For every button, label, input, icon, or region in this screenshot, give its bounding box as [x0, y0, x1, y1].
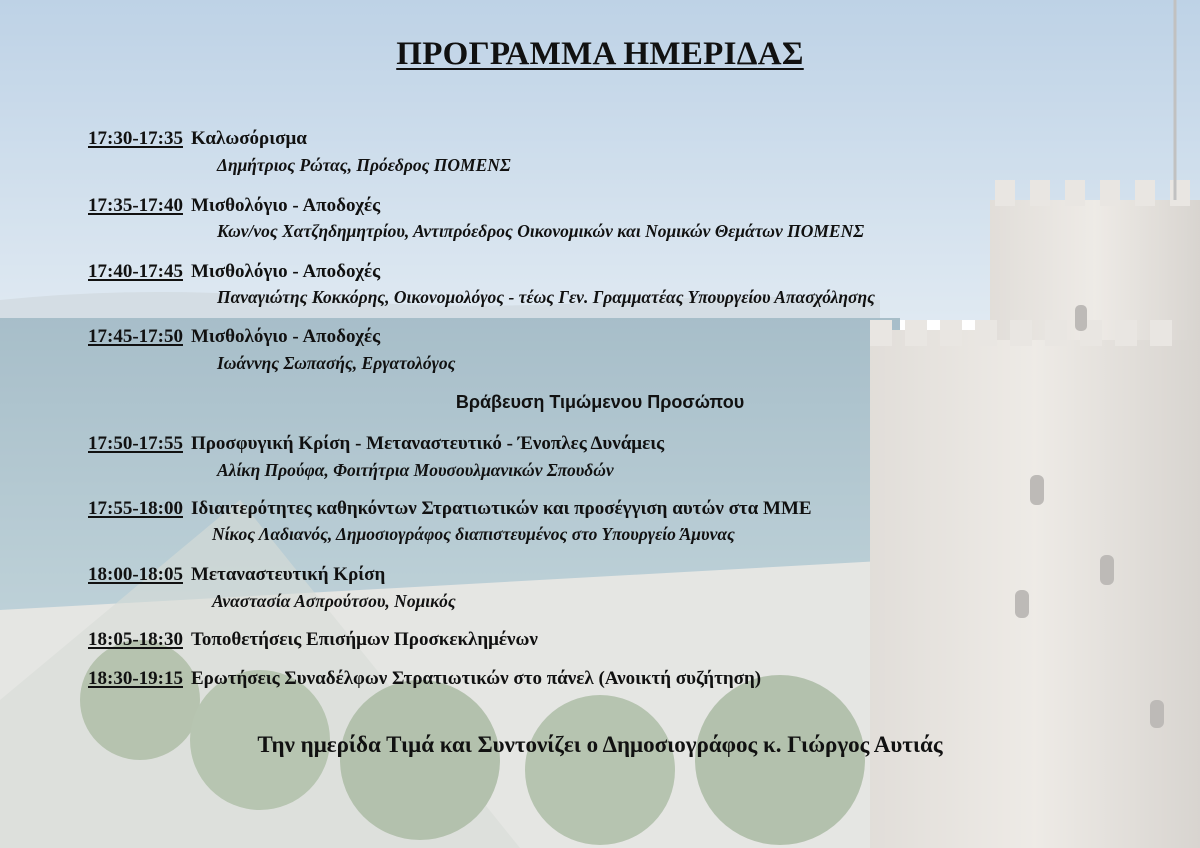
schedule-row [88, 668, 761, 690]
schedule-row [88, 195, 380, 217]
speaker: Δημήτριος Ρώτας, Πρόεδρος ΠΟΜΕΝΣ [217, 155, 511, 175]
time-slot: 17:30-17:35 [88, 128, 183, 149]
topic: Μισθολόγιο - Αποδοχές [190, 261, 381, 282]
topic: Ιδιαιτερότητες καθηκόντων Στρατιωτικών και προσέγγιση αυτών στα ΜΜΕ [190, 498, 812, 519]
moderator-note: Την ημερίδα Τιμά και Συντονίζει ο Δημοσιογράφος κ. Γιώργος Αυτιάς [257, 732, 943, 757]
time-slot: 18:00-18:05 [88, 564, 183, 585]
time-slot: 17:55-18:00 [88, 498, 183, 519]
time-slot: 18:30-19:15 [88, 668, 183, 689]
time-slot: 17:45-17:50 [88, 326, 183, 347]
schedule-row [88, 498, 812, 520]
topic: Μεταναστευτική Κρίση [190, 564, 386, 585]
time-slot: 17:35-17:40 [88, 195, 183, 216]
page-title: ΠΡΟΓΡΑΜΜΑ ΗΜΕΡΙΔΑΣ [396, 36, 804, 72]
speaker: Παναγιώτης Κοκκόρης, Οικονομολόγος - τέως Γεν. Γραμματέας Υπουργείου Απασχόλησης [217, 287, 875, 307]
speaker: Κων/νος Χατζηδημητρίου, Αντιπρόεδρος Οικονομικών και Νομικών Θεμάτων ΠΟΜΕΝΣ [217, 221, 865, 241]
award-heading: Βράβευση Τιμώμενου Προσώπου [455, 392, 745, 412]
speaker: Ιωάννης Σωπασής, Εργατολόγος [217, 353, 456, 373]
topic: Καλωσόρισμα [190, 128, 307, 149]
speaker: Νίκος Λαδιανός, Δημοσιογράφος διαπιστευμένος στο Υπουργείο Άμυνας [212, 524, 735, 544]
topic: Τοποθετήσεις Επισήμων Προσκεκλημένων [190, 629, 538, 650]
schedule-row [88, 629, 538, 651]
schedule-row [88, 261, 380, 283]
topic: Μισθολόγιο - Αποδοχές [190, 326, 381, 347]
schedule-row [88, 433, 664, 455]
speaker: Αλίκη Προύφα, Φοιτήτρια Μουσουλμανικών Σπουδών [217, 460, 614, 480]
schedule-row [88, 326, 380, 348]
time-slot: 17:40-17:45 [88, 261, 183, 282]
topic: Ερωτήσεις Συναδέλφων Στρατιωτικών στο πάνελ (Ανοικτή συζήτηση) [190, 668, 762, 689]
schedule-row [88, 128, 307, 150]
schedule-row [88, 564, 385, 586]
topic: Μισθολόγιο - Αποδοχές [190, 195, 381, 216]
topic: Προσφυγική Κρίση - Μεταναστευτικό - Ένοπλες Δυνάμεις [190, 433, 665, 454]
time-slot: 18:05-18:30 [88, 629, 183, 650]
time-slot: 17:50-17:55 [88, 433, 183, 454]
speaker: Αναστασία Ασπρούτσου, Νομικός [212, 591, 456, 611]
